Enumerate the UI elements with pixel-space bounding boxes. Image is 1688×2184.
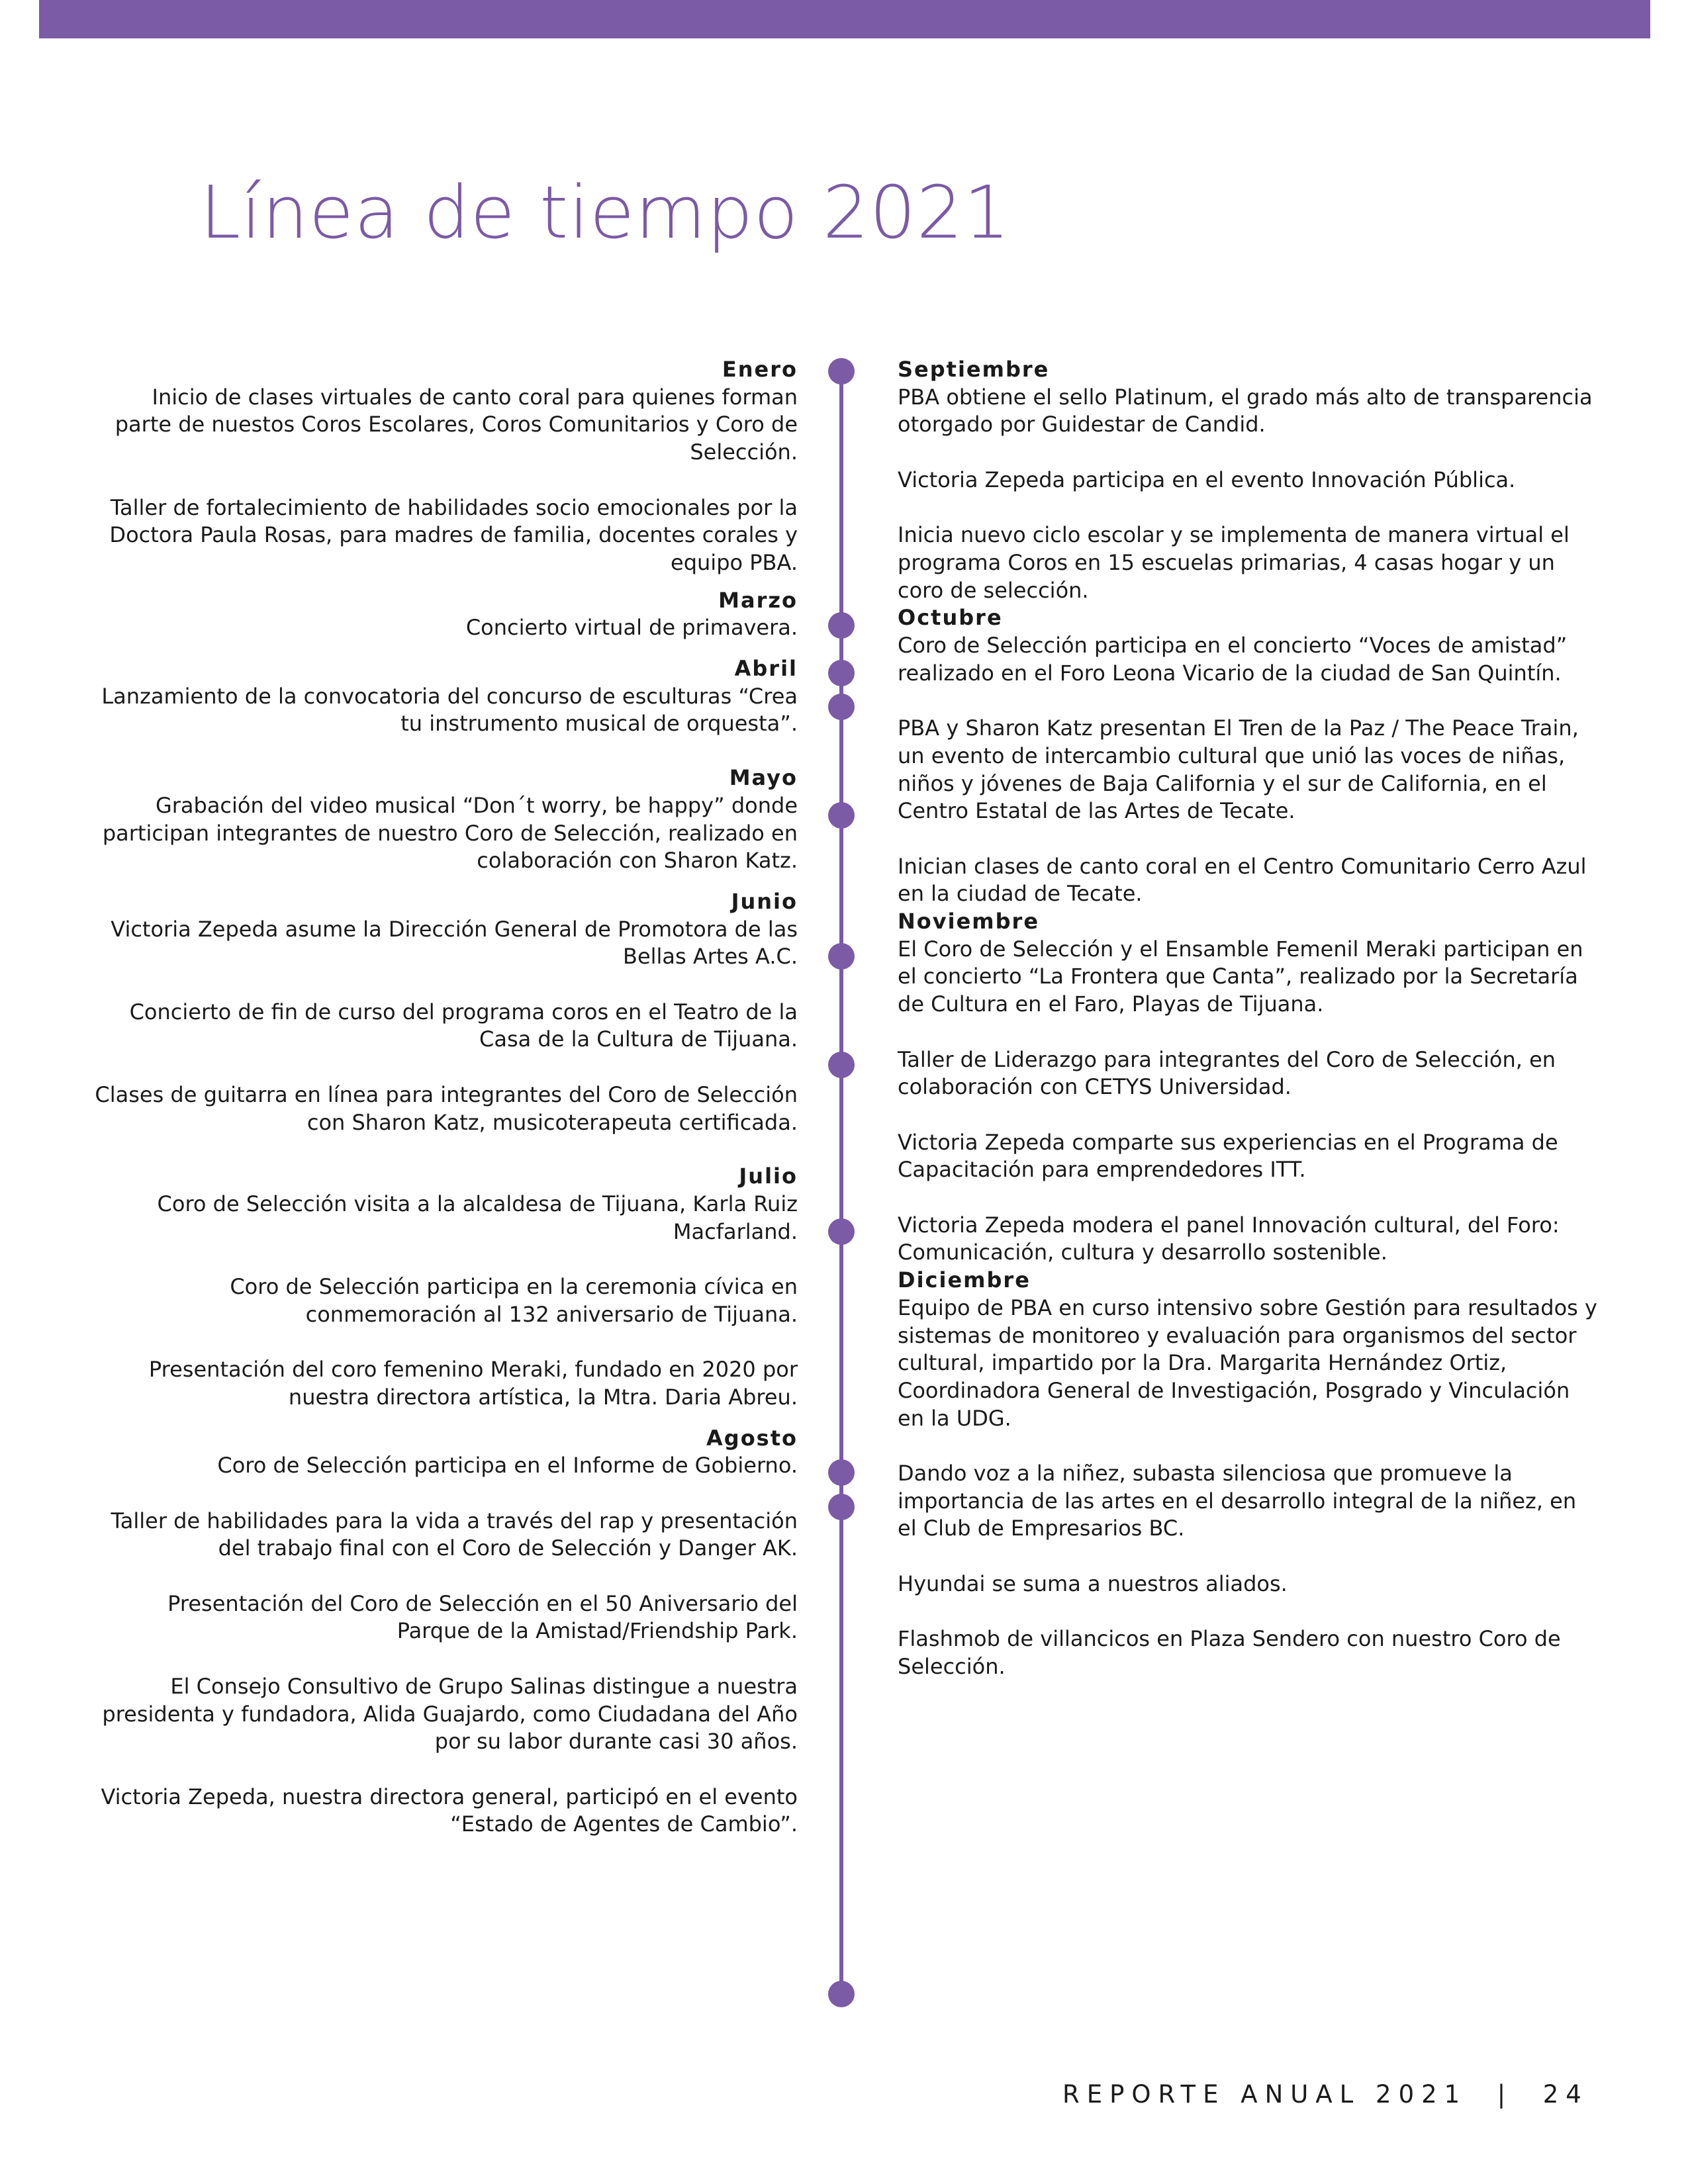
timeline-section-mayo: [93, 764, 798, 875]
timeline-dot: [828, 612, 855, 639]
timeline-entry: Presentación del coro femenino Meraki, fundado en 2020 por nuestra directora artística, la Mtra. Daria Abreu.: [148, 1357, 798, 1410]
timeline-dot: [828, 660, 855, 686]
timeline-entry: Presentación del Coro de Selección en el 50 Aniversario del Parque de la Amistad/Friendship Park.: [167, 1590, 798, 1644]
timeline-entry: Coro de Selección participa en el Informe de Gobierno.: [217, 1453, 798, 1479]
timeline-entry: Equipo de PBA en curso intensivo sobre Gestión para resultados y sistemas de monitoreo y evaluación para organismos del sector cultural, impartido por la Dra. Margarita Hernández Ortiz, Coordinadora General de Investigación, Posgrado y Vinculación en la UDG.: [898, 1295, 1597, 1431]
timeline-entry: Victoria Zepeda asume la Dirección General de Promotora de las Bellas Artes A.C.: [111, 916, 798, 970]
timeline-right-column: [898, 356, 1599, 1681]
timeline-entry: Coro de Selección participa en la ceremonia cívica en conmemoración al 132 aniversario de Tijuana.: [230, 1274, 798, 1327]
timeline-entry: Victoria Zepeda modera el panel Innovación cultural, del Foro: Comunicación, cultura y desarrollo sostenible.: [898, 1212, 1560, 1265]
month-label: Julio: [739, 1163, 798, 1189]
timeline-entry: Dando voz a la niñez, subasta silenciosa que promueve la importancia de las artes en el desarrollo integral de la niñez, en el Club de Empresarios BC.: [898, 1461, 1577, 1541]
timeline-entry: Grabación del video musical “Don´t worry, be happy” donde participan integrantes de nuestro Coro de Selección, realizado en colaboración con Sharon Katz.: [102, 792, 798, 874]
timeline-entry: Concierto de fin de curso del programa coros en el Teatro de la Casa de la Cultura de Tijuana.: [129, 999, 798, 1052]
timeline-section-abril: [93, 655, 798, 738]
timeline-entry: Concierto virtual de primavera.: [465, 615, 798, 641]
timeline-entry: Lanzamiento de la convocatoria del concurso de esculturas “Crea tu instrumento musical de orquesta”.: [101, 683, 798, 737]
top-accent-bar: [39, 0, 1650, 38]
timeline-dot: [828, 802, 855, 829]
timeline-entry: Taller de fortalecimiento de habilidades socio emocionales por la Doctora Paula Rosas, para madres de familia, docentes corales y equipo PBA.: [109, 494, 798, 575]
timeline-dot: [828, 943, 855, 970]
month-label: Enero: [722, 357, 798, 382]
timeline-section-junio: [93, 888, 798, 1136]
timeline-section-marzo: [93, 587, 798, 642]
timeline-dot: [828, 1981, 855, 2007]
month-label: Junio: [731, 888, 798, 914]
timeline-entry: Victoria Zepeda, nuestra directora general, participó en el evento “Estado de Agentes de Cambio”.: [101, 1784, 798, 1837]
timeline-section-octubre: [898, 604, 1599, 908]
timeline-entry: Coro de Selección visita a la alcaldesa de Tijuana, Karla Ruiz Macfarland.: [157, 1191, 798, 1244]
month-label: Agosto: [706, 1425, 798, 1451]
timeline-left-column: [93, 356, 798, 1839]
timeline-section-septiembre: [898, 356, 1599, 604]
timeline-entry: Coro de Selección participa en el concierto “Voces de amistad” realizado en el Foro Leona Vicario de la ciudad de San Quintín.: [898, 633, 1568, 686]
timeline-entry: Inicia nuevo ciclo escolar y se implementa de manera virtual el programa Coros en 15 escuelas primarias, 4 casas hogar y un coro de selección.: [898, 522, 1570, 603]
timeline-section-julio: [93, 1163, 798, 1411]
timeline-entry: Flashmob de villancicos en Plaza Sendero con nuestro Coro de Selección.: [898, 1626, 1561, 1679]
timeline-entry: El Consejo Consultivo de Grupo Salinas distingue a nuestra presidenta y fundadora, Alida Guajardo, como Ciudadana del Año por su labor durante casi 30 años.: [102, 1673, 798, 1754]
timeline-entry: Victoria Zepeda comparte sus experiencias en el Programa de Capacitación para emprendedores ITT.: [898, 1129, 1558, 1183]
timeline-entry: Taller de habilidades para la vida a través del rap y presentación del trabajo final con el Coro de Selección y Danger AK.: [111, 1508, 798, 1561]
timeline-dot: [828, 694, 855, 720]
timeline-entry: Hyundai se suma a nuestros aliados.: [898, 1570, 1288, 1596]
page-footer: REPORTE ANUAL 2021 | 24: [1062, 2080, 1589, 2109]
month-label: Abril: [734, 656, 798, 682]
timeline-entry: PBA y Sharon Katz presentan El Tren de la Paz / The Peace Train, un evento de intercambio cultural que unió las voces de niñas, niños y jóvenes de Baja California y el sur de California, en el Centro Estatal de las Artes de Tecate.: [898, 715, 1579, 824]
timeline-dot: [828, 1459, 855, 1486]
timeline-section-noviembre: [898, 908, 1599, 1267]
timeline-entry: El Coro de Selección y el Ensamble Femenil Meraki participan en el concierto “La Frontera que Canta”, realizado por la Secretaría de Cultura en el Faro, Playas de Tijuana.: [898, 936, 1583, 1017]
timeline-section-agosto: [93, 1425, 798, 1839]
month-label: Diciembre: [898, 1267, 1031, 1293]
timeline-entry: Inician clases de canto coral en el Centro Comunitario Cerro Azul en la ciudad de Tecate.: [898, 853, 1587, 907]
month-label: Noviembre: [898, 909, 1040, 934]
month-label: Octubre: [898, 605, 1003, 631]
timeline-dot: [828, 1052, 855, 1078]
month-label: Marzo: [718, 587, 798, 613]
timeline-entry: Inicio de clases virtuales de canto coral para quienes forman parte de nuestos Coros Escolares, Coros Comunitarios y Coro de Selección.: [115, 384, 798, 465]
timeline-dot: [828, 358, 855, 385]
month-label: Septiembre: [898, 357, 1050, 382]
timeline-dot: [828, 1218, 855, 1245]
page-title: Línea de tiempo 2021: [200, 170, 1011, 255]
timeline-section-diciembre: [898, 1267, 1599, 1681]
timeline-entry: PBA obtiene el sello Platinum, el grado más alto de transparencia otorgado por Guidestar de Candid.: [898, 384, 1593, 437]
timeline-entry: Victoria Zepeda participa en el evento Innovación Pública.: [898, 467, 1516, 492]
timeline-entry: Clases de guitarra en línea para integrantes del Coro de Selección con Sharon Katz, musicoterapeuta certificada.: [95, 1081, 798, 1135]
month-label: Mayo: [729, 765, 798, 791]
timeline-dot: [828, 1494, 855, 1520]
timeline-entry: Taller de Liderazgo para integrantes del Coro de Selección, en colaboración con CETYS Universidad.: [898, 1046, 1556, 1100]
timeline-section-enero: [93, 356, 798, 577]
